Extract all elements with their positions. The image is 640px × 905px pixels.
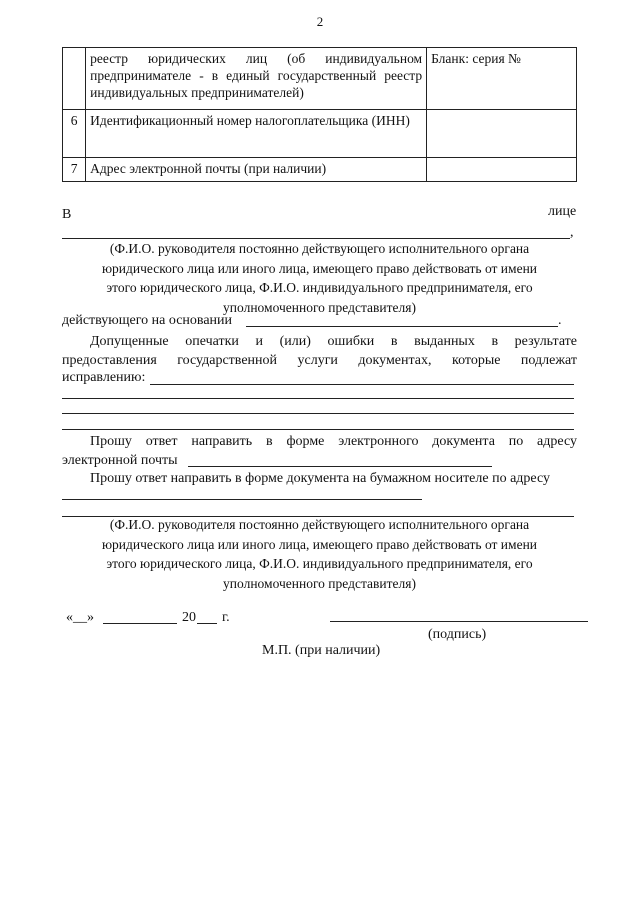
row-number — [63, 48, 86, 110]
page-number: 2 — [316, 14, 324, 29]
errors-paragraph — [62, 332, 577, 370]
date-close-quote: » — [87, 610, 94, 625]
errors-line[interactable] — [62, 398, 574, 399]
paper-request: Прошу ответ направить в форме документа на бумажном носителе по адресу — [90, 471, 551, 486]
table-row — [63, 110, 577, 158]
basis-end: . — [558, 313, 562, 328]
email-request-line: электронной почты — [62, 453, 178, 468]
row-value — [427, 158, 577, 182]
date-open-quote: « — [66, 610, 73, 625]
address-line[interactable] — [62, 499, 422, 500]
caption-line: этого юридического лица, Ф.И.О. индивидуального предпринимателя, его — [106, 280, 533, 295]
row-name: реестр юридических лиц (об индивидуальном предпринимателе - в единый государственный реестр индивидуальных предпринимателей) — [86, 48, 427, 110]
date-field — [66, 609, 94, 627]
basis-label: действующего на основании — [62, 313, 233, 328]
signer-caption — [62, 515, 577, 593]
email-line[interactable] — [188, 466, 492, 467]
date-year-prefix: 20 — [182, 610, 196, 625]
date-month-line[interactable] — [103, 623, 177, 624]
caption-line: юридического лица или иного лица, имеющего право действовать от имени — [101, 536, 538, 552]
errors-text-line: предоставления государственной услуги документах, которые подлежат — [62, 353, 577, 368]
errors-line[interactable] — [62, 429, 574, 430]
row-value: Бланк: серия № — [427, 48, 577, 110]
caption-line: (Ф.И.О. руководителя постоянно действующего исполнительного органа — [109, 241, 530, 256]
caption-line: (Ф.И.О. руководителя постоянно действующего исполнительного органа — [109, 517, 530, 532]
row-value — [427, 110, 577, 158]
date-year-line[interactable] — [197, 623, 217, 624]
row-name: Адрес электронной почты (при наличии) — [86, 158, 427, 182]
caption-line: этого юридического лица, Ф.И.О. индивидуального предпринимателя, его — [106, 556, 533, 571]
row-number: 6 — [63, 110, 86, 158]
email-request-line: Прошу ответ направить в форме электронного документа по адресу — [90, 434, 577, 449]
date-day[interactable]: __ — [73, 610, 87, 625]
errors-line[interactable] — [150, 384, 574, 385]
email-request — [62, 432, 577, 451]
table-row — [63, 158, 577, 182]
signature-label: (подпись) — [428, 627, 487, 642]
basis-line[interactable] — [246, 326, 558, 327]
table-row — [63, 48, 577, 110]
head-caption — [62, 239, 577, 317]
signature-line[interactable] — [330, 621, 588, 622]
errors-text-line: Допущенные опечатки и (или) ошибки в выданных в результате — [90, 334, 577, 349]
stamp-label: М.П. (при наличии) — [262, 643, 381, 658]
date-year-suffix: г. — [222, 610, 230, 625]
errors-line[interactable] — [62, 413, 574, 414]
comma: , — [570, 225, 574, 240]
caption-line: юридического лица или иного лица, имеющего право действовать от имени — [101, 260, 538, 276]
caption-line: уполномоченного представителя) — [223, 299, 416, 315]
row-name: Идентификационный номер налогоплательщика (ИНН) — [86, 110, 427, 158]
errors-text-line: исправлению: — [62, 370, 146, 385]
in-person-prefix: В — [62, 207, 72, 222]
caption-line: уполномоченного представителя) — [223, 575, 416, 591]
in-person-suffix: лице — [548, 204, 577, 219]
applicant-info-table — [62, 47, 577, 182]
row-number: 7 — [63, 158, 86, 182]
